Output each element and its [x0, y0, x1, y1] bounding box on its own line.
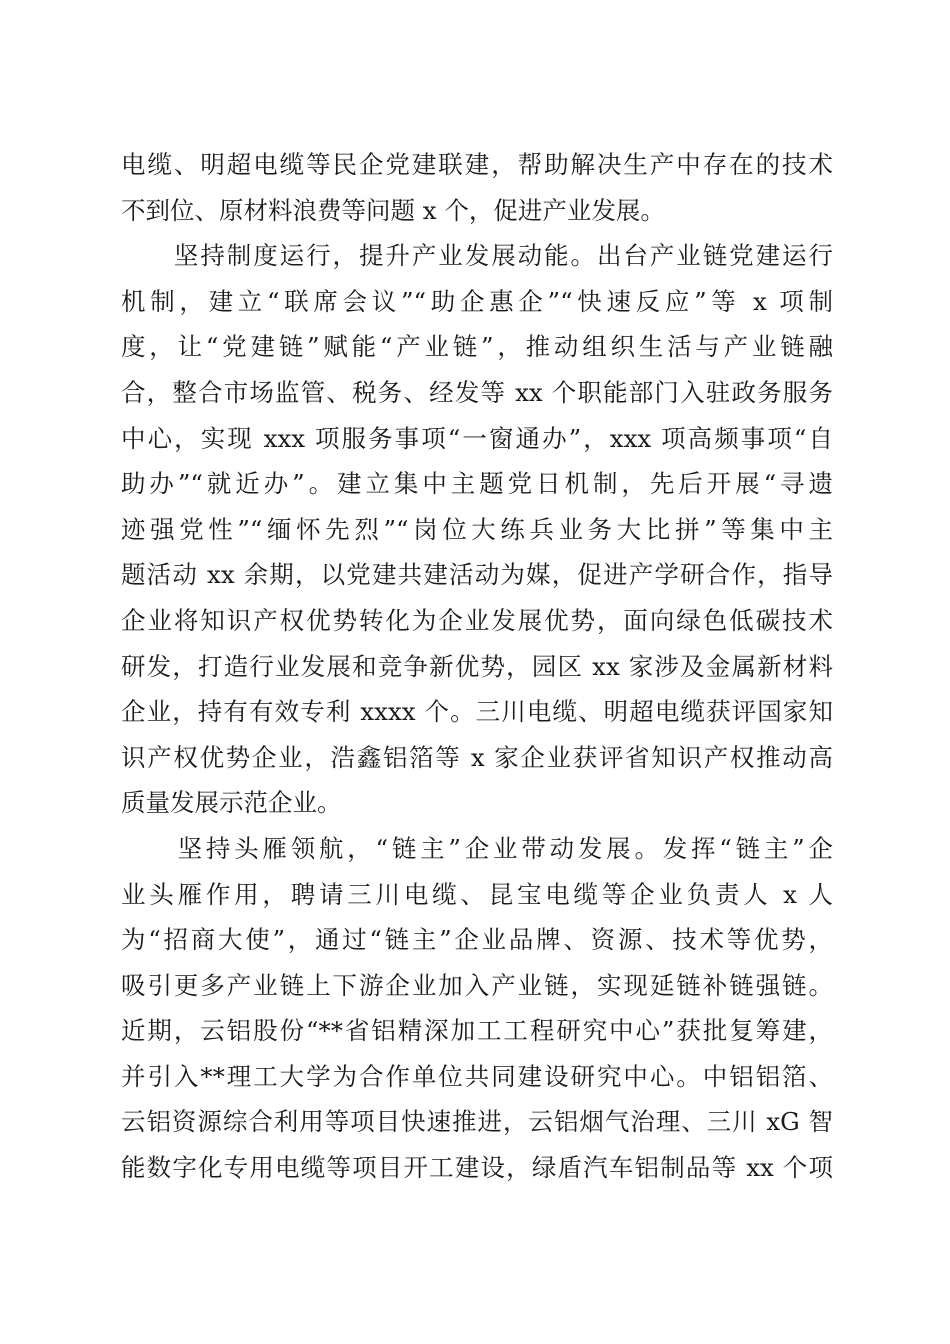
text-line: 电缆、明超电缆等民企党建联建，帮助解决生产中存在的技术: [121, 150, 833, 179]
text-line: 企业，持有有效专利 xxxx 个。三川电缆、明超电缆获评国家知: [121, 697, 833, 727]
text-line: 坚持制度运行，提升产业发展动能。出台产业链党建运行: [121, 241, 833, 271]
text-line: 业头雁作用，聘请三川电缆、昆宝电缆等企业负责人 x 人: [121, 879, 833, 909]
text-line: 识产权优势企业，浩鑫铝箔等 x 家企业获评省知识产权推动高: [121, 742, 833, 772]
text-line: 近期，云铝股份“**省铝精深加工工程研究中心”获批复筹建，: [121, 1016, 833, 1046]
text-line: 度，让“党建链”赋能“产业链”，推动组织生活与产业链融: [121, 332, 833, 362]
text-line: 坚持头雁领航，“链主”企业带动发展。发挥“链主”企: [121, 833, 833, 863]
text-line: 吸引更多产业链上下游企业加入产业链，实现延链补链强链。: [121, 970, 833, 1000]
text-line: 合，整合市场监管、税务、经发等 xx 个职能部门入驻政务服务: [121, 377, 833, 407]
text-line: 中心，实现 xxx 项服务事项“一窗通办”，xxx 项高频事项“自: [121, 423, 833, 453]
document-body: [121, 142, 833, 1191]
text-line: 不到位、原材料浪费等问题 x 个，促进产业发展。: [121, 195, 665, 225]
paragraph-1: [121, 142, 833, 233]
text-line: 云铝资源综合利用等项目快速推进，云铝烟气治理、三川 xG 智: [121, 1107, 833, 1137]
text-line: 能数字化专用电缆等项目开工建设，绿盾汽车铝制品等 xx 个项: [121, 1153, 833, 1183]
text-line: 研发，打造行业发展和竞争新优势，园区 xx 家涉及金属新材料: [121, 651, 833, 681]
text-line: 为“招商大使”，通过“链主”企业品牌、资源、技术等优势，: [121, 925, 833, 955]
text-line: 迹强党性”“缅怀先烈”“岗位大练兵业务大比拼”等集中主: [121, 514, 833, 544]
paragraph-2: [121, 233, 833, 826]
text-line: 企业将知识产权优势转化为企业发展优势，面向绿色低碳技术: [121, 605, 833, 635]
text-line: 并引入**理工大学为合作单位共同建设研究中心。中铝铝箔、: [121, 1061, 833, 1091]
text-line: 题活动 xx 余期，以党建共建活动为媒，促进产学研合作，指导: [121, 560, 833, 590]
paragraph-3: [121, 826, 833, 1191]
text-line: 助办”“就近办”。建立集中主题党日机制，先后开展“寻遗: [121, 469, 833, 499]
text-line: 机制，建立“联席会议”“助企惠企”“快速反应”等 x 项制: [121, 286, 833, 316]
text-line: 质量发展示范企业。: [121, 788, 342, 818]
